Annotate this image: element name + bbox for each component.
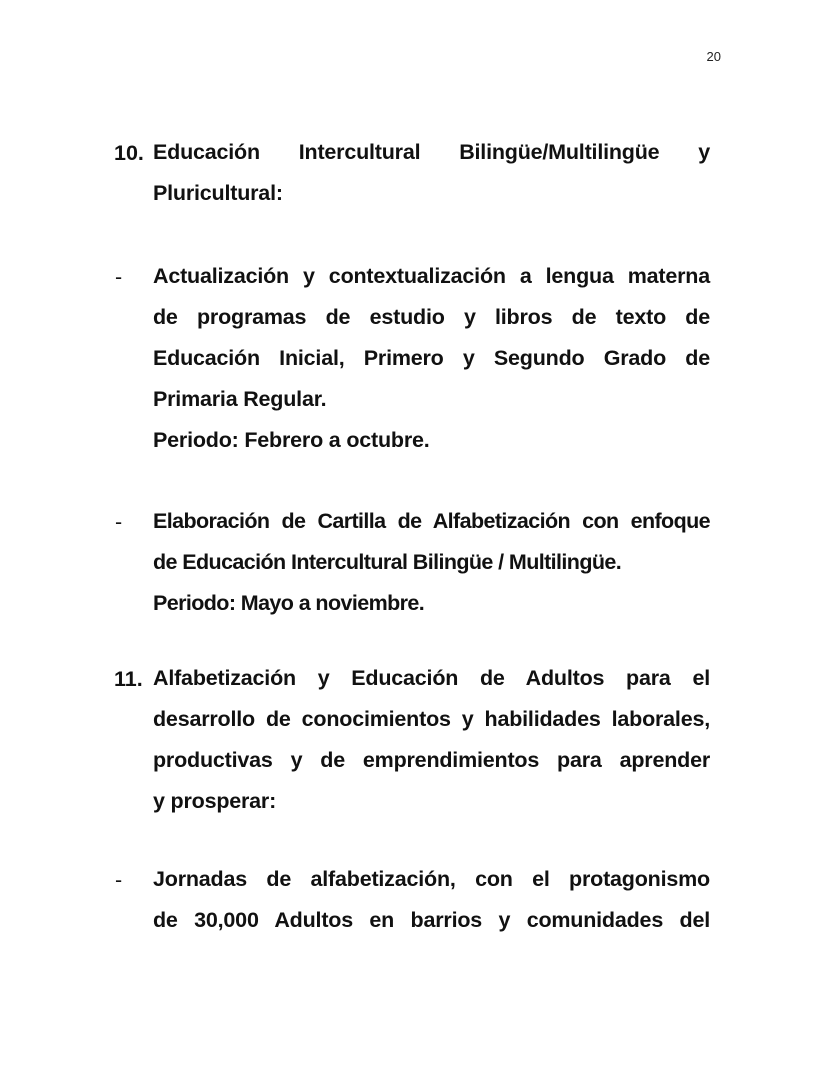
text-line: Educación Intercultural Bilingüe/Multilingüe y [153, 140, 710, 164]
bullet-dash: - [115, 265, 123, 289]
text-line: Educación Inicial, Primero y Segundo Grado de [153, 346, 710, 370]
list-number: 10. [114, 141, 144, 165]
bullet-text [153, 859, 710, 941]
text-line: de Educación Intercultural Bilingüe / Multilingüe. [153, 550, 622, 574]
page-number: 20 [706, 49, 721, 64]
text-line: y prosperar: [153, 789, 277, 813]
text-line: Actualización y contextualización a lengua materna [153, 264, 710, 288]
period-line: Periodo: Mayo a noviembre. [153, 591, 425, 615]
bullet-dash: - [115, 868, 123, 892]
text-line: Alfabetización y Educación de Adultos para el [153, 666, 710, 690]
bullet-text [153, 256, 710, 461]
text-line: desarrollo de conocimientos y habilidades laborales, [153, 707, 710, 731]
text-line: de programas de estudio y libros de texto de [153, 305, 710, 329]
bullet-dash: - [115, 510, 123, 534]
bullet-text [153, 501, 710, 624]
list-number: 11. [114, 667, 143, 691]
text-line: productivas y de emprendimientos para aprender [153, 748, 710, 772]
text-line: Jornadas de alfabetización, con el protagonismo [153, 867, 710, 891]
section-heading [153, 658, 710, 822]
text-line: Elaboración de Cartilla de Alfabetización con enfoque [153, 509, 710, 533]
period-line: Periodo: Febrero a octubre. [153, 428, 430, 452]
section-heading [153, 132, 710, 214]
text-line: Pluricultural: [153, 181, 283, 205]
text-line: Primaria Regular. [153, 387, 327, 411]
text-line: de 30,000 Adultos en barrios y comunidades del [153, 908, 710, 932]
